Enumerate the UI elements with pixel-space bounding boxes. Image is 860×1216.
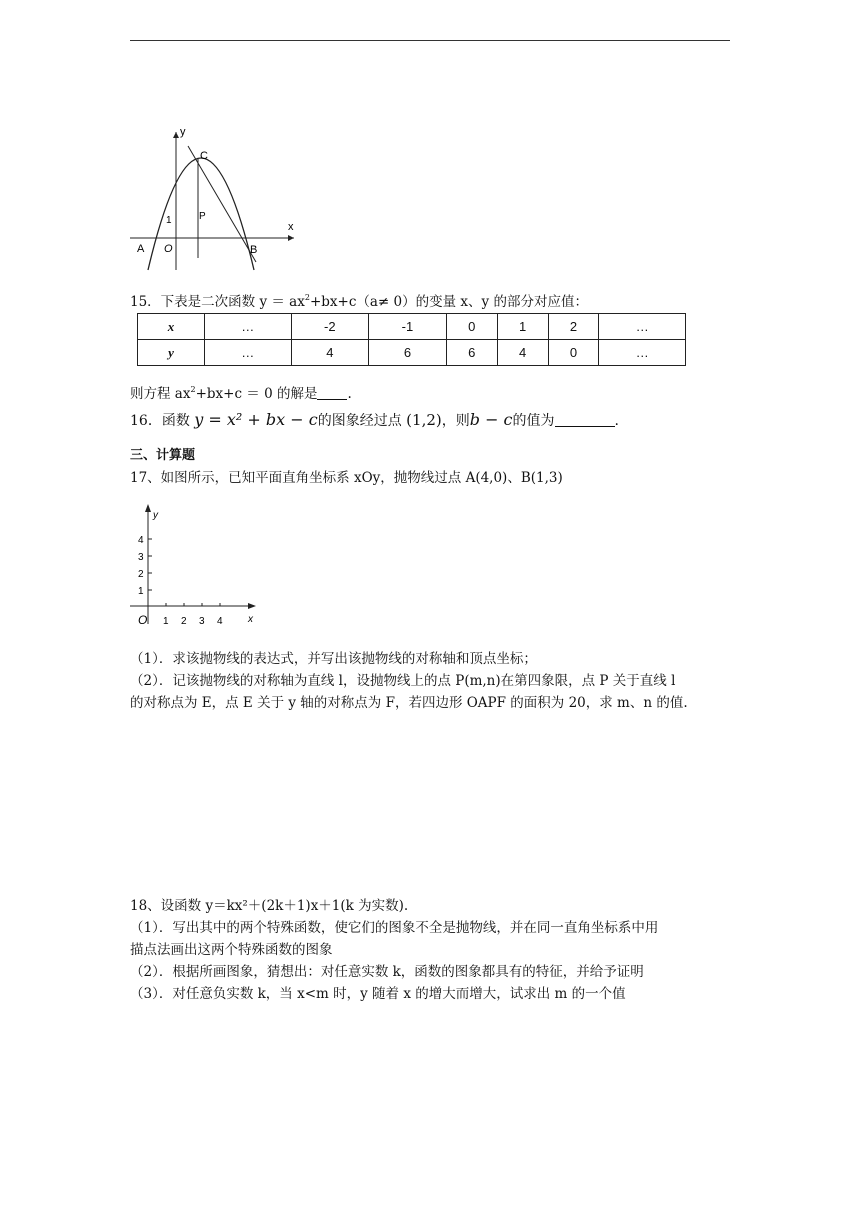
point-b-label: B [250, 244, 258, 256]
origin-label: O [164, 243, 173, 255]
table-cell: -2 [291, 314, 369, 340]
q16-expr: b − c [469, 410, 513, 429]
tick-one-label: 1 [166, 215, 172, 226]
q18-sub1-line2: 描点法画出这两个特殊函数的图象 [130, 942, 333, 958]
q15-text-a: 15．下表是二次函数 y ＝ ax [130, 294, 305, 310]
fig2-origin-label: O [138, 613, 148, 627]
q18-sub1-line1: （1）．写出其中的两个特殊函数，使它们的图象不全是抛物线，并在同一直角坐标系中用 [130, 920, 659, 936]
fig2-y-tick-label: 1 [138, 586, 144, 597]
table-cell: 0 [446, 314, 497, 340]
fig2-y-tick-label: 3 [138, 552, 144, 563]
q15-text-b: +bx+c（a≠ 0）的变量 x、y 的部分对应值： [309, 294, 588, 310]
q18-sub2: （2）．根据所画图象，猜想出：对任意实数 k，函数的图象都具有的特征，并给予证明 [130, 964, 644, 980]
table-row [138, 314, 686, 340]
q16-mid: 的图象经过点 [317, 413, 402, 429]
point-p-label: P [199, 211, 206, 222]
q15-text-d: +bx+c ＝ 0 的解是 [195, 386, 318, 402]
table-cell: 6 [369, 340, 447, 366]
fig2-y-axis-arrow [145, 504, 151, 512]
fig2-x-axis-arrow [248, 603, 256, 609]
fig2-x-label: x [248, 614, 253, 625]
fig2-x-tick-label: 1 [163, 616, 169, 627]
table-cell: -1 [369, 314, 447, 340]
table-cell: … [205, 340, 292, 366]
q18-sub3: （3）．对任意负实数 k，当 x<m 时，y 随着 x 的增大而增大，试求出 m 的一个值 [130, 986, 626, 1002]
q15-line2 [130, 380, 352, 404]
fig2-x-tick-label: 4 [217, 616, 223, 627]
q16-point: (1,2) [406, 411, 442, 429]
q16-line [130, 410, 619, 431]
y-axis-arrow [173, 132, 179, 138]
table-cell: 0 [548, 340, 599, 366]
q16-prefix: 16．函数 [130, 413, 190, 429]
fig2-x-tick-label: 3 [199, 616, 205, 627]
q16-formula: y = x² + bx − c [194, 410, 318, 429]
q16-mid2: ，则 [441, 413, 470, 429]
q17-sub2-line1: （2）．记该抛物线的对称轴为直线 l，设抛物线上的点 P(m,n)在第四象限，点 P 关于直线 l [130, 673, 676, 689]
header-rule [130, 40, 730, 41]
table-head-x: x [138, 314, 205, 340]
fig1-x-label: x [288, 221, 294, 233]
coordinate-grid-figure [128, 500, 268, 632]
table-row [138, 340, 686, 366]
table-cell: 4 [497, 340, 548, 366]
q16-end: . [614, 413, 619, 429]
point-a-label: A [137, 243, 145, 255]
q18-text: 18、设函数 y＝kx²＋(2k＋1)x＋1(k 为实数). [130, 898, 409, 914]
table-head-y: y [138, 340, 205, 366]
fig2-y-tick-label: 4 [138, 535, 144, 546]
value-table [137, 313, 686, 366]
q17-text: 17、如图所示，已知平面直角坐标系 xOy，抛物线过点 A(4,0)、B(1,3) [130, 470, 563, 486]
q15-end: . [347, 386, 352, 402]
table-cell: … [599, 340, 686, 366]
table-cell: 1 [497, 314, 548, 340]
q16-answer-blank[interactable] [555, 412, 615, 427]
parabola-figure [128, 122, 300, 272]
q15-text-c: 则方程 ax [130, 386, 191, 402]
x-axis-arrow [288, 235, 294, 241]
table-cell: … [599, 314, 686, 340]
q17-sub1: （1）．求该抛物线的表达式，并写出该抛物线的对称轴和顶点坐标； [130, 651, 537, 667]
q15-line1 [130, 288, 588, 312]
q17-sub2-line2: 的对称点为 E，点 E 关于 y 轴的对称点为 F，若四边形 OAPF 的面积为 20，求 m、n 的值. [130, 695, 688, 711]
q15-answer-blank[interactable] [317, 385, 347, 400]
fig1-y-label: y [180, 126, 186, 138]
fig2-y-tick-label: 2 [138, 569, 144, 580]
table-cell: 2 [548, 314, 599, 340]
q15-exponent: 2 [304, 293, 310, 302]
table-cell: 4 [291, 340, 369, 366]
point-c-label: C [200, 150, 208, 162]
table-cell: … [205, 314, 292, 340]
fig2-y-label: y [153, 510, 158, 521]
q15-exponent-2: 2 [190, 385, 196, 394]
q16-suffix: 的值为 [512, 413, 555, 429]
table-cell: 6 [446, 340, 497, 366]
fig2-x-tick-label: 2 [181, 616, 187, 627]
section-heading: 三、计算题 [130, 448, 196, 463]
